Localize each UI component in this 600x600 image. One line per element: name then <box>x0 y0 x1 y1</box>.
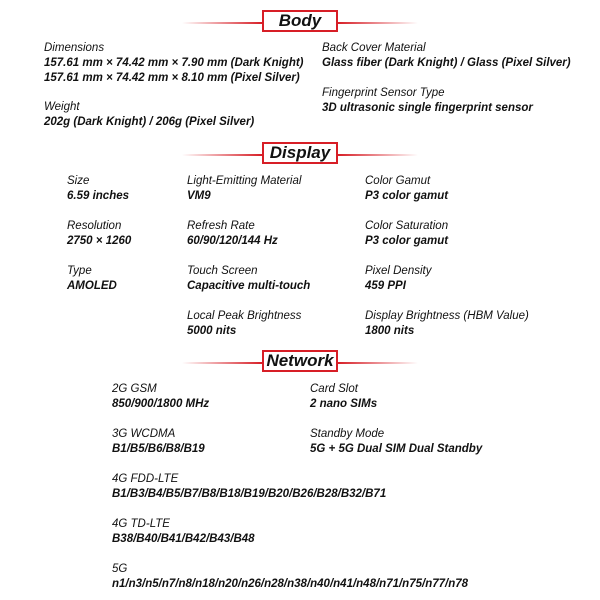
display-section-title: Display <box>262 142 338 164</box>
header-rule-right <box>338 362 418 364</box>
spec-label: Dimensions <box>44 42 105 54</box>
spec-value: 5G + 5G Dual SIM Dual Standby <box>310 443 483 455</box>
spec-label: Color Saturation <box>365 220 449 232</box>
spec-5g <box>112 562 468 592</box>
spec-color-saturation <box>365 219 448 249</box>
spec-label: Resolution <box>67 220 122 232</box>
spec-card-slot <box>310 382 377 412</box>
spec-resolution <box>67 219 131 249</box>
spec-value: 2 nano SIMs <box>310 398 378 410</box>
spec-label: Touch Screen <box>187 265 258 277</box>
spec-value: 850/900/1800 MHz <box>112 398 210 410</box>
spec-value: 157.61 mm × 74.42 mm × 8.10 mm (Pixel Silver) <box>44 72 300 84</box>
spec-back-cover <box>322 41 571 71</box>
spec-value: P3 color gamut <box>365 235 449 247</box>
spec-refresh-rate <box>187 219 278 249</box>
spec-fingerprint <box>322 86 533 116</box>
spec-label: Fingerprint Sensor Type <box>322 87 445 99</box>
spec-label: Pixel Density <box>365 265 432 277</box>
spec-value: B1/B3/B4/B5/B7/B8/B18/B19/B20/B26/B28/B32/B71 <box>112 488 387 500</box>
spec-value: B1/B5/B6/B8/B19 <box>112 443 205 455</box>
header-rule-right <box>338 22 418 24</box>
spec-value: 6.59 inches <box>67 190 130 202</box>
spec-value: 1800 nits <box>365 325 415 337</box>
spec-label: 5G <box>112 563 128 575</box>
spec-label: 4G TD-LTE <box>112 518 170 530</box>
spec-label: Color Gamut <box>365 175 431 187</box>
spec-value: 202g (Dark Knight) / 206g (Pixel Silver) <box>44 116 255 128</box>
spec-light-material <box>187 174 301 204</box>
spec-label: Local Peak Brightness <box>187 310 302 322</box>
spec-value: 459 PPI <box>365 280 406 292</box>
spec-value: P3 color gamut <box>365 190 449 202</box>
spec-label: Size <box>67 175 90 187</box>
spec-label: Standby Mode <box>310 428 385 440</box>
spec-label: Card Slot <box>310 383 358 395</box>
spec-label: 4G FDD-LTE <box>112 473 179 485</box>
header-rule-left <box>182 22 262 24</box>
spec-label: Back Cover Material <box>322 42 426 54</box>
body-section-title: Body <box>262 10 338 32</box>
spec-value: n1/n3/n5/n7/n8/n18/n20/n26/n28/n38/n40/n41/n48/n71/n75/n77/n78 <box>112 578 469 590</box>
spec-value: Glass fiber (Dark Knight) / Glass (Pixel Silver) <box>322 57 571 69</box>
spec-label: Weight <box>44 101 80 113</box>
spec-color-gamut <box>365 174 448 204</box>
spec-label: 2G GSM <box>112 383 157 395</box>
spec-label: Display Brightness (HBM Value) <box>365 310 529 322</box>
spec-standby-mode <box>310 427 482 457</box>
spec-value: 157.61 mm × 74.42 mm × 7.90 mm (Dark Knight) <box>44 57 304 69</box>
header-rule-right <box>338 154 418 156</box>
spec-value: B38/B40/B41/B42/B43/B48 <box>112 533 255 545</box>
spec-type <box>67 264 117 294</box>
header-rule-left <box>182 362 262 364</box>
spec-value: 3D ultrasonic single fingerprint sensor <box>322 102 533 114</box>
spec-size <box>67 174 129 204</box>
spec-value: 60/90/120/144 Hz <box>187 235 278 247</box>
spec-value: 5000 nits <box>187 325 237 337</box>
spec-label: Light-Emitting Material <box>187 175 302 187</box>
spec-dimensions <box>44 41 304 86</box>
spec-hbm-brightness <box>365 309 529 339</box>
spec-value: 2750 × 1260 <box>67 235 132 247</box>
spec-touch-screen <box>187 264 310 294</box>
spec-local-peak-brightness <box>187 309 301 339</box>
display-section-header <box>0 142 600 168</box>
spec-2g-gsm <box>112 382 209 412</box>
network-section-header <box>0 350 600 376</box>
spec-label: 3G WCDMA <box>112 428 176 440</box>
network-section-title: Network <box>262 350 338 372</box>
spec-value: Capacitive multi-touch <box>187 280 311 292</box>
spec-value: VM9 <box>187 190 211 202</box>
spec-value: AMOLED <box>67 280 117 292</box>
body-section-header <box>0 10 600 36</box>
spec-weight <box>44 100 254 130</box>
spec-3g-wcdma <box>112 427 205 457</box>
spec-label: Refresh Rate <box>187 220 255 232</box>
spec-pixel-density <box>365 264 431 294</box>
header-rule-left <box>182 154 262 156</box>
spec-4g-fdd-lte <box>112 472 386 502</box>
spec-label: Type <box>67 265 92 277</box>
spec-4g-td-lte <box>112 517 255 547</box>
